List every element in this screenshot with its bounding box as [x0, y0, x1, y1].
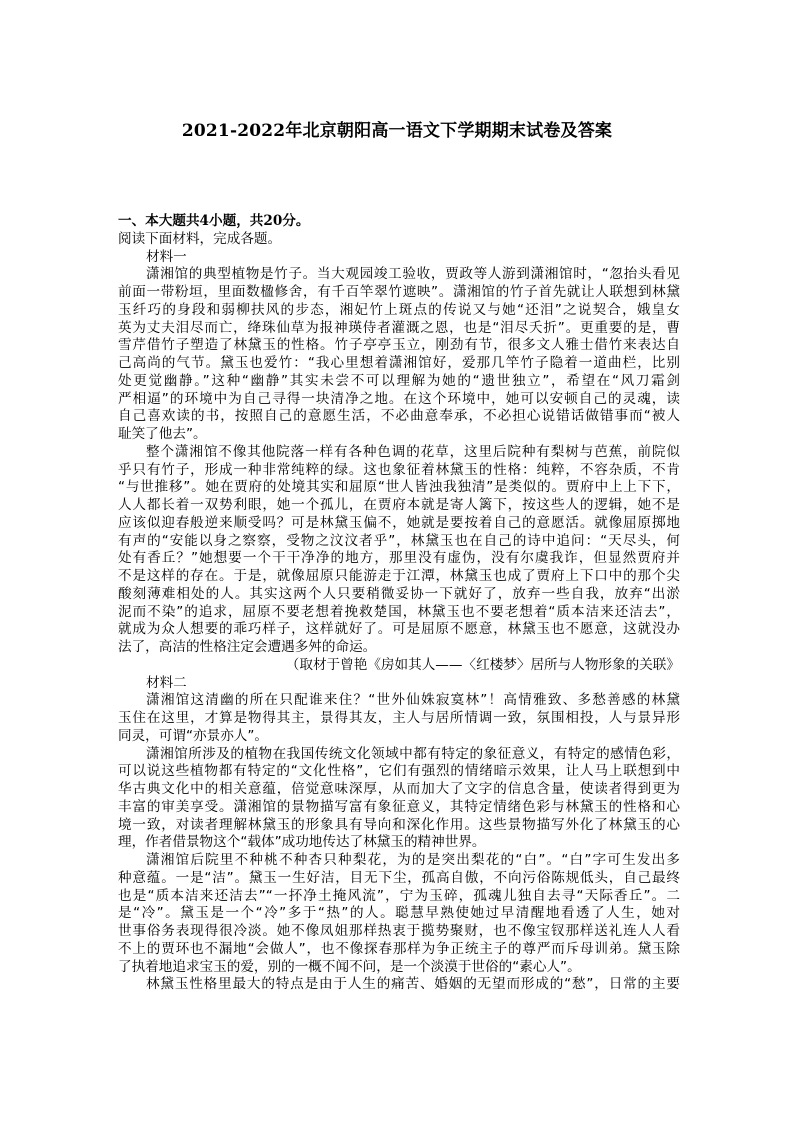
text-line: 英为丈夫泪尽而亡，绛珠仙草为报神瑛侍者灌溉之恩，也是“泪尽夭折”。更重要的是，曹 — [118, 319, 680, 336]
text-line: 不上的贾环也不漏地“会做人”，也不像探春那样为争正统主子的尊严而斥母训弟。黛玉除 — [118, 940, 680, 957]
paragraph — [118, 692, 680, 745]
text-line: 酸刻薄难相处的人。其实这两个人只要稍微妥协一下就好了，放弃一些自我，放弃“出淤 — [118, 585, 680, 602]
page-title: 2021-2022年北京朝阳高一语文下学期期末试卷及答案 — [181, 121, 613, 141]
text-line: 己高尚的气节。黛玉也爱竹：“我心里想着潇湘馆好，爱那几竿竹子隐着一道曲栏，比别 — [118, 355, 680, 371]
text-line: 不是这样的存在。于是，就像屈原只能游走于江潭，林黛玉也成了贾府上下口中的那个尖 — [118, 568, 680, 584]
text-line: 境一致，对读者理解林黛玉的形象具有导向和深化作用。这些景物描写外化了林黛玉的心 — [118, 816, 680, 833]
text-line: 整个潇湘馆不像其他院落一样有各种色调的花草，这里后院种有梨树与芭蕉，前院似 — [146, 443, 680, 460]
paragraph — [118, 444, 680, 657]
text-line: 丰富的审美享受。潇湘馆的景物描写富有象征意义，其特定情绪色彩与林黛玉的性格和心 — [118, 798, 680, 815]
text-line: 世事俗务表现得很冷淡。她不像凤姐那样热衷于揽势聚财，也不像宝钗那样送礼连人人看 — [118, 923, 680, 939]
text-line: 玉住在这里，才算是物得其主，景得其友，主人与居所情调一致，氛围相投，人与景异形 — [118, 710, 680, 726]
text-line: 乎只有竹子，形成一种非常纯粹的绿。这也象征着林黛玉的性格：纯粹，不容杂质，不肯 — [118, 461, 680, 478]
text-line: 处更觉幽静。”这种“幽静”其实未尝不可以理解为她的“遗世独立”，希望在“风刀霜剑 — [118, 372, 680, 389]
paragraph — [118, 852, 680, 976]
text-line: 潇湘馆这清幽的所在只配谁来住？“世外仙姝寂寞林”！高情雅致、多愁善感的林黛 — [146, 692, 680, 709]
text-line: 严相逼”的环境中为自己寻得一块清净之地。在这个环境中，她可以安顿自己的灵魂，读 — [118, 390, 680, 407]
text-line: 潇湘馆的典型植物是竹子。当大观园竣工验收，贾政等人游到潇湘馆时，“忽抬头看见 — [146, 266, 680, 283]
section-heading: 一、本大题共4小题，共20分。 — [118, 213, 310, 229]
paragraph — [118, 266, 680, 444]
text-line: 耻笑了他去”。 — [118, 426, 207, 442]
paragraph — [118, 746, 680, 853]
document-body — [118, 213, 680, 994]
text-line: 可以说这些植物都有特定的“文化性格”，它们有强烈的情绪暗示效果，让人马上联想到中 — [118, 763, 680, 780]
text-line: 前面一带粉垣，里面数楹修舍，有千百竿翠竹遮映”。潇湘馆的竹子首先就让人联想到林黛 — [118, 284, 680, 300]
text-line: 有声的“安能以身之察察，受物之汶汶者乎”，林黛玉也在自己的诗中追问：“天尽头，何 — [118, 532, 680, 549]
text-line: 自己喜欢读的书，按照自己的意愿生活，不必曲意奉承，不必担心说错话做错事而“被人 — [118, 408, 680, 425]
text-line: 雪芹借竹子塑造了林黛玉的性格。竹子亭亭玉立，刚劲有节，很多文人雅士借竹来表达自 — [118, 337, 680, 354]
text-line: 应该似迎春般逆来顺受吗？可是林黛玉偏不，她就是要按着自己的意愿活。就像屈原掷地 — [118, 514, 680, 531]
text-line: 同灵，可谓“亦景亦人”。 — [118, 727, 269, 744]
text-line: 是“冷”。黛玉是一个“冷”多于“热”的人。聪慧早熟使她过早清醒地看透了人生，她对 — [118, 905, 680, 922]
text-line: 种意蕴。一是“洁”。黛玉一生好洁，目无下尘，孤高自傲，不向污俗陈规低头，自己最终 — [118, 869, 680, 886]
text-line: 潇湘馆所涉及的植物在我国传统文化领域中都有特定的象征意义，有特定的感情色彩， — [146, 745, 680, 762]
text-line: 玉纤巧的身段和弱柳扶风的步态，湘妃竹上斑点的传说又与她“还泪”之说契合，娥皇女 — [118, 301, 680, 318]
text-line: 就成为众人想要的乖巧样子，这样就好了。可是屈原不愿意，林黛玉也不愿意，这就没办 — [118, 621, 680, 638]
text-line: 潇湘馆后院里不种桃不种杏只种梨花，为的是突出梨花的“白”。“白”字可生发出多 — [146, 852, 680, 868]
text-line: 华古典文化中的相关意蕴，倍觉意味深厚，从而加大了文字的信息含量，使读者得到更为 — [118, 781, 680, 797]
text-line: 理，作者借景物这个“载体”成功地传达了林黛玉的精神世界。 — [118, 834, 486, 851]
material-label: 材料一 — [146, 248, 187, 265]
material-label: 材料二 — [146, 674, 187, 691]
source-citation: （取材于曾艳《房如其人——〈红楼梦〉居所与人物形象的关联》 — [285, 656, 680, 673]
text-line: 泥而不染”的追求，屈原不要老想着挽救楚国，林黛玉也不要老想着“质本洁来还洁去”， — [118, 603, 680, 620]
text-line: 法了，高洁的性格注定会遭遇多舛的命运。 — [118, 639, 377, 655]
text-line: 处有香丘？”她想要一个干干净净的地方，那里没有虚伪，没有尔虞我诈，但显然贾府并 — [118, 550, 680, 567]
paragraph — [118, 976, 680, 994]
text-line: 人人都长着一双势利眼，她一个孤儿，在贾府本就是寄人篱下，按这些人的逻辑，她不是 — [118, 497, 680, 513]
instruction: 阅读下面材料，完成各题。 — [118, 230, 282, 247]
text-line: 了执着地追求宝玉的爱，别的一概不闻不问，是一个淡漠于世俗的“素心人”。 — [118, 958, 581, 975]
text-line: “与世推移”。她在贾府的处境其实和屈原“世人皆浊我独清”是类似的。贾府中上上下下， — [118, 479, 680, 496]
text-line: 也是“质本洁来还洁去”“一抔净土掩风流”，宁为玉碎，孤魂儿独自去寻“天际香丘”。二 — [118, 887, 680, 904]
text-line: 林黛玉性格里最大的特点是由于人生的痛苦、婚姻的无望而形成的“愁”，日常的主要 — [146, 976, 680, 993]
